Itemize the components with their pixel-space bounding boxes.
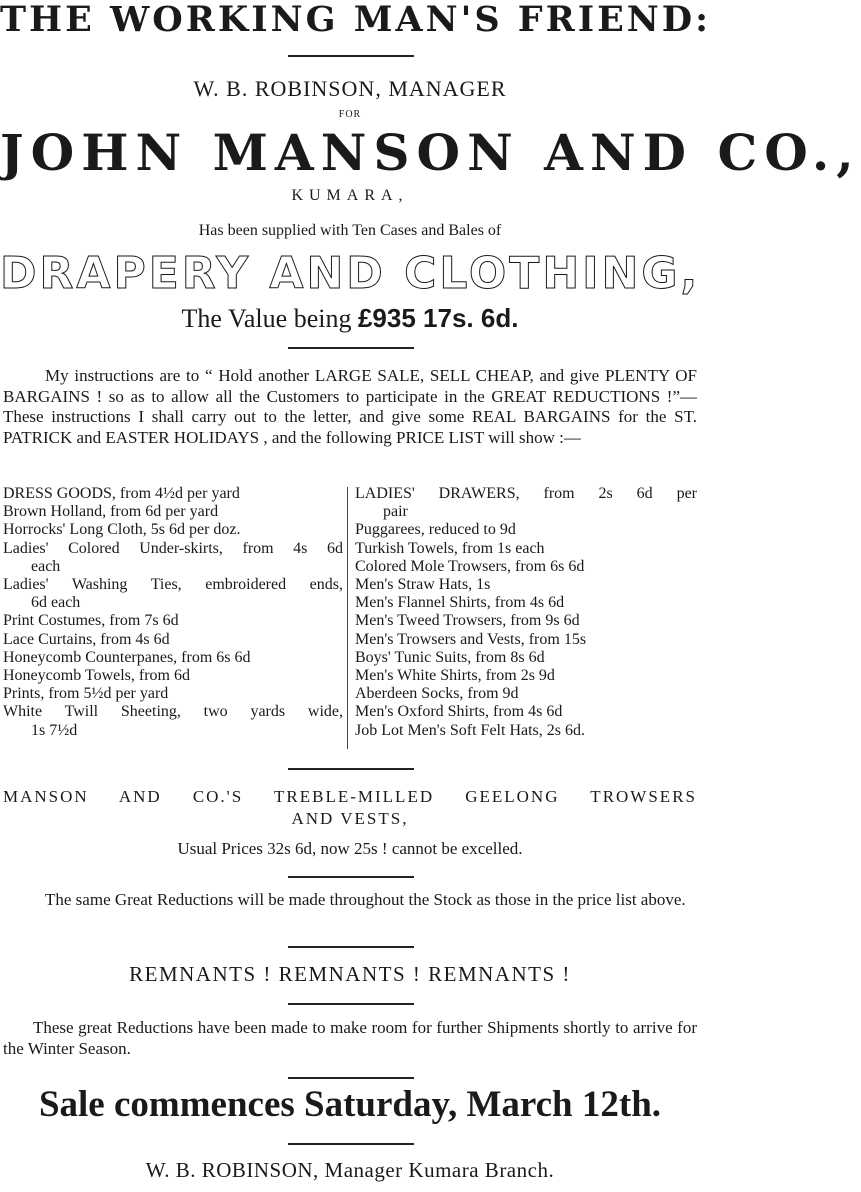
price-item-continuation: each (31, 557, 61, 575)
price-item (3, 649, 343, 667)
price-item-text: LADIES' DRAWERS, from 2s 6d per (355, 485, 697, 502)
company-name: JOHN MANSON AND CO., (0, 123, 861, 182)
price-item-continuation: 6d each (31, 594, 81, 612)
divider-rule (288, 768, 414, 770)
price-item (3, 685, 343, 703)
instructions-paragraph: My instructions are to “ Hold another LARGE SALE, SELL CHEAP, and give PLENTY OF BARGAINS ! so as to allow all the Customers to participate in the GREAT REDUCTIONS !”—These instructions I shall carry out to the letter, and give some REAL BARGAINS for the ST. PATRICK and EASTER HOLIDAYS , and the following PRICE LIST will show :— (3, 366, 697, 447)
price-item-text: Job Lot Men's Soft Felt Hats, 2s 6d. (355, 721, 585, 739)
price-item (355, 703, 697, 721)
supplied-line: Has been supplied with Ten Cases and Bales of (198, 222, 502, 239)
price-item-text: Men's Tweed Trowsers, from 9s 6d (355, 612, 580, 630)
price-item (3, 667, 343, 685)
drapery-heading: DRAPERY AND CLOTHING, (0, 248, 701, 299)
divider-rule (288, 1003, 414, 1005)
price-item (355, 521, 697, 539)
usual-prices-line: Usual Prices 32s 6d, now 25s ! cannot be excelled. (177, 839, 523, 858)
price-item-text: Ladies' Washing Ties, embroidered ends, (3, 576, 343, 594)
price-item (355, 649, 697, 667)
divider-rule (288, 1077, 414, 1079)
price-item (355, 540, 697, 558)
price-item-text: White Twill Sheeting, two yards wide, (3, 703, 343, 721)
price-item-text: Men's Flannel Shirts, from 4s 6d (355, 594, 565, 612)
divider-rule (288, 55, 414, 57)
treble-milled-line: MANSON AND CO.'S TREBLE-MILLED GEELONG TROWSERS (3, 787, 697, 806)
price-item-text: Horrocks' Long Cloth, 5s 6d per doz. (3, 521, 241, 539)
divider-rule (288, 347, 414, 349)
price-item-text: Men's White Shirts, from 2s 9d (355, 667, 555, 685)
price-item (355, 722, 697, 740)
shipments-paragraph: These great Reductions have been made to make room for further Shipments shortly to arrive for the Winter Season. (3, 1018, 697, 1058)
price-item-text: Print Costumes, from 7s 6d (3, 612, 179, 630)
price-item-text: Honeycomb Counterpanes, from 6s 6d (3, 648, 251, 666)
price-item-text: Men's Oxford Shirts, from 4s 6d (355, 703, 563, 721)
price-item-text: Ladies' Colored Under-skirts, from 4s 6d (3, 539, 343, 557)
price-item (355, 485, 697, 521)
price-item-text: Prints, from 5½d per yard (3, 685, 169, 703)
for-word: FOR (338, 109, 362, 120)
price-item-continuation: 1s 7½d (31, 721, 78, 739)
price-item (355, 667, 697, 685)
column-divider (347, 487, 348, 749)
price-item-text: Brown Holland, from 6d per yard (3, 503, 219, 521)
price-item-text: Men's Straw Hats, 1s (355, 576, 491, 594)
sale-heading: Sale commences Saturday, March 12th. (38, 1084, 662, 1125)
price-item (3, 631, 343, 649)
price-item-text: Honeycomb Towels, from 6d (3, 667, 190, 685)
remnants-heading: REMNANTS ! REMNANTS ! REMNANTS ! (129, 962, 571, 986)
price-item-text: Lace Curtains, from 4s 6d (3, 630, 170, 648)
price-item (3, 703, 343, 739)
price-item-text: Aberdeen Socks, from 9d (355, 685, 519, 703)
price-item (355, 612, 697, 630)
value-amount: £935 17s. 6d. (357, 303, 519, 333)
price-item-continuation: pair (383, 503, 408, 521)
treble-milled-line-2: AND VESTS, (291, 809, 409, 828)
price-item (355, 685, 697, 703)
price-item (3, 485, 343, 503)
price-item (3, 503, 343, 521)
price-item (3, 576, 343, 612)
price-list-right (355, 485, 697, 740)
price-item (355, 558, 697, 576)
price-item (3, 612, 343, 630)
divider-rule (288, 1143, 414, 1145)
price-item (3, 521, 343, 539)
price-item-text: Colored Mole Trowsers, from 6s 6d (355, 557, 585, 575)
price-item (3, 540, 343, 576)
price-item (355, 631, 697, 649)
price-item-text: Puggarees, reduced to 9d (355, 521, 516, 539)
value-line (0, 302, 700, 335)
town-name: KUMARA, (291, 187, 409, 204)
price-item-text: Boys' Tunic Suits, from 8s 6d (355, 648, 545, 666)
price-item-text: Men's Trowsers and Vests, from 15s (355, 630, 587, 648)
headline: THE WORKING MAN'S FRIEND: (0, 0, 712, 40)
price-item (355, 576, 697, 594)
price-item-text: DRESS GOODS, from 4½d per yard (3, 485, 240, 502)
reductions-paragraph: The same Great Reductions will be made throughout the Stock as those in the price list above. (45, 890, 686, 909)
price-item (355, 594, 697, 612)
value-prefix: The Value being (181, 304, 352, 333)
signature-line: W. B. ROBINSON, Manager Kumara Branch. (145, 1158, 555, 1182)
divider-rule (288, 876, 414, 878)
manager-line: W. B. ROBINSON, MANAGER (193, 76, 507, 101)
price-item-text: Turkish Towels, from 1s each (355, 539, 545, 557)
price-list-left (3, 485, 343, 740)
divider-rule (288, 946, 414, 948)
